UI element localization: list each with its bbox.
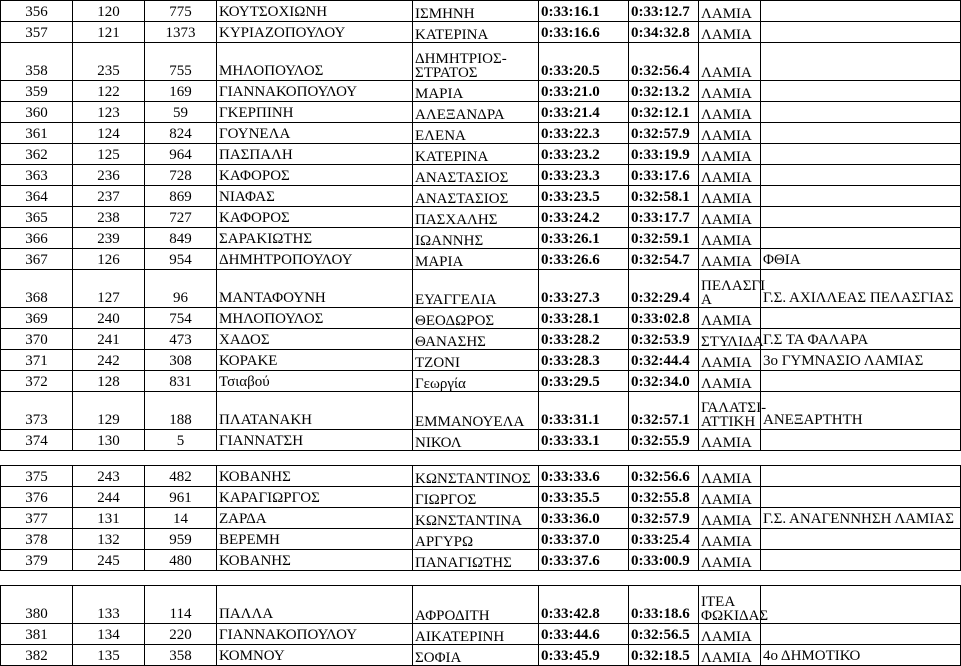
bib-number-cell: 96	[145, 270, 217, 308]
surname-cell: ΣΑΡΑΚΙΩΤΗΣ	[217, 228, 413, 249]
gun-time-cell: 0:33:31.1	[539, 392, 629, 430]
net-time-cell: 0:33:00.9	[629, 550, 699, 571]
first-name-cell: ΙΩΑΝΝΗΣ	[413, 228, 539, 249]
surname-cell: ΠΑΣΠΑΛΗ	[217, 144, 413, 165]
city-cell: ΛΑΜΙΑ	[699, 430, 761, 451]
table-row	[1, 430, 961, 451]
surname-cell: ΧΑΔΟΣ	[217, 329, 413, 350]
bib-number-cell: 358	[145, 645, 217, 666]
bib-number-cell: 964	[145, 144, 217, 165]
category-rank-cell: 127	[73, 270, 145, 308]
position-cell: 372	[1, 371, 73, 392]
position-cell: 377	[1, 508, 73, 529]
surname-cell: ΚΟΜΝΟΥ	[217, 645, 413, 666]
surname-cell: ΝΙΑΦΑΣ	[217, 186, 413, 207]
category-rank-cell: 237	[73, 186, 145, 207]
gun-time-cell: 0:33:42.8	[539, 586, 629, 624]
city-cell: ΛΑΜΙΑ	[699, 102, 761, 123]
table-row	[1, 123, 961, 144]
surname-cell: ΚΟΒΑΝΗΣ	[217, 550, 413, 571]
position-cell: 365	[1, 207, 73, 228]
surname-cell: ΔΗΜΗΤΡΟΠΟΥΛΟΥ	[217, 249, 413, 270]
first-name-cell: ΔΗΜΗΤΡΙΟΣ- ΣΤΡΑΤΟΣ	[413, 43, 539, 81]
category-rank-cell: 125	[73, 144, 145, 165]
city-cell: ΛΑΜΙΑ	[699, 144, 761, 165]
position-cell: 370	[1, 329, 73, 350]
gun-time-cell: 0:33:44.6	[539, 624, 629, 645]
net-time-cell: 0:33:02.8	[629, 308, 699, 329]
spacer-row	[1, 571, 961, 586]
bib-number-cell: 5	[145, 430, 217, 451]
net-time-cell: 0:32:55.8	[629, 487, 699, 508]
net-time-cell: 0:32:56.5	[629, 624, 699, 645]
position-cell: 363	[1, 165, 73, 186]
club-cell: ΦΘΙΑ	[761, 249, 961, 270]
first-name-cell: Γεωργία	[413, 371, 539, 392]
city-cell: ΓΑΛΑΤΣΙ- ΑΤΤΙΚΗ	[699, 392, 761, 430]
first-name-cell: ΑΦΡΟΔΙΤΗ	[413, 586, 539, 624]
net-time-cell: 0:32:53.9	[629, 329, 699, 350]
bib-number-cell: 755	[145, 43, 217, 81]
table-row	[1, 371, 961, 392]
net-time-cell: 0:32:12.1	[629, 102, 699, 123]
gun-time-cell: 0:33:37.6	[539, 550, 629, 571]
category-rank-cell: 243	[73, 466, 145, 487]
surname-cell: ΚΑΦΟΡΟΣ	[217, 207, 413, 228]
table-row	[1, 624, 961, 645]
surname-cell: ΚΑΡΑΓΙΩΡΓΟΣ	[217, 487, 413, 508]
table-row	[1, 207, 961, 228]
bib-number-cell: 727	[145, 207, 217, 228]
category-rank-cell: 124	[73, 123, 145, 144]
first-name-cell: ΚΑΤΕΡΙΝΑ	[413, 22, 539, 43]
position-cell: 367	[1, 249, 73, 270]
club-cell	[761, 144, 961, 165]
bib-number-cell: 482	[145, 466, 217, 487]
bib-number-cell: 754	[145, 308, 217, 329]
table-row	[1, 308, 961, 329]
first-name-cell: ΚΩΝΣΤΑΝΤΙΝΑ	[413, 508, 539, 529]
club-cell	[761, 228, 961, 249]
bib-number-cell: 775	[145, 1, 217, 22]
position-cell: 380	[1, 586, 73, 624]
category-rank-cell: 240	[73, 308, 145, 329]
category-rank-cell: 244	[73, 487, 145, 508]
gun-time-cell: 0:33:21.0	[539, 81, 629, 102]
first-name-cell: ΙΣΜΗΝΗ	[413, 1, 539, 22]
gun-time-cell: 0:33:28.3	[539, 350, 629, 371]
net-time-cell: 0:32:57.9	[629, 123, 699, 144]
first-name-cell: ΕΛΕΝΑ	[413, 123, 539, 144]
position-cell: 357	[1, 22, 73, 43]
club-cell: Γ.Σ ΤΑ ΦΑΛΑΡΑ	[761, 329, 961, 350]
category-rank-cell: 239	[73, 228, 145, 249]
gun-time-cell: 0:33:16.6	[539, 22, 629, 43]
gun-time-cell: 0:33:26.6	[539, 249, 629, 270]
city-cell: ΛΑΜΙΑ	[699, 308, 761, 329]
gun-time-cell: 0:33:26.1	[539, 228, 629, 249]
position-cell: 382	[1, 645, 73, 666]
bib-number-cell: 728	[145, 165, 217, 186]
surname-cell: ΚΟΡΑΚΕ	[217, 350, 413, 371]
gun-time-cell: 0:33:35.5	[539, 487, 629, 508]
gun-time-cell: 0:33:36.0	[539, 508, 629, 529]
city-cell: ΛΑΜΙΑ	[699, 487, 761, 508]
bib-number-cell: 831	[145, 371, 217, 392]
gun-time-cell: 0:33:23.3	[539, 165, 629, 186]
net-time-cell: 0:32:57.9	[629, 508, 699, 529]
spacer-row	[1, 451, 961, 466]
net-time-cell: 0:33:12.7	[629, 1, 699, 22]
table-row	[1, 43, 961, 81]
club-cell	[761, 165, 961, 186]
table-row	[1, 487, 961, 508]
club-cell	[761, 81, 961, 102]
net-time-cell: 0:32:58.1	[629, 186, 699, 207]
city-cell: ΛΑΜΙΑ	[699, 123, 761, 144]
bib-number-cell: 849	[145, 228, 217, 249]
category-rank-cell: 135	[73, 645, 145, 666]
first-name-cell: ΠΑΝΑΓΙΩΤΗΣ	[413, 550, 539, 571]
table-row	[1, 165, 961, 186]
club-cell	[761, 529, 961, 550]
first-name-cell: ΜΑΡΙΑ	[413, 81, 539, 102]
bib-number-cell: 220	[145, 624, 217, 645]
gun-time-cell: 0:33:45.9	[539, 645, 629, 666]
surname-cell: ΓΚΕΡΠΙΝΗ	[217, 102, 413, 123]
category-rank-cell: 238	[73, 207, 145, 228]
position-cell: 375	[1, 466, 73, 487]
position-cell: 364	[1, 186, 73, 207]
city-cell: ΛΑΜΙΑ	[699, 165, 761, 186]
surname-cell: ΚΑΦΟΡΟΣ	[217, 165, 413, 186]
category-rank-cell: 235	[73, 43, 145, 81]
table-row	[1, 350, 961, 371]
position-cell: 359	[1, 81, 73, 102]
club-cell	[761, 586, 961, 624]
category-rank-cell: 133	[73, 586, 145, 624]
club-cell	[761, 43, 961, 81]
position-cell: 374	[1, 430, 73, 451]
bib-number-cell: 824	[145, 123, 217, 144]
surname-cell: ΓΙΑΝΝΑΤΣΗ	[217, 430, 413, 451]
table-row	[1, 586, 961, 624]
first-name-cell: ΤΖΟΝΙ	[413, 350, 539, 371]
position-cell: 373	[1, 392, 73, 430]
net-time-cell: 0:32:29.4	[629, 270, 699, 308]
position-cell: 381	[1, 624, 73, 645]
gun-time-cell: 0:33:20.5	[539, 43, 629, 81]
club-cell	[761, 550, 961, 571]
city-cell: ΛΑΜΙΑ	[699, 371, 761, 392]
first-name-cell: ΓΙΩΡΓΟΣ	[413, 487, 539, 508]
net-time-cell: 0:32:56.4	[629, 43, 699, 81]
net-time-cell: 0:33:17.6	[629, 165, 699, 186]
position-cell: 368	[1, 270, 73, 308]
table-row	[1, 645, 961, 666]
table-row	[1, 270, 961, 308]
bib-number-cell: 1373	[145, 22, 217, 43]
gun-time-cell: 0:33:22.3	[539, 123, 629, 144]
position-cell: 366	[1, 228, 73, 249]
category-rank-cell: 122	[73, 81, 145, 102]
table-row	[1, 550, 961, 571]
net-time-cell: 0:32:59.1	[629, 228, 699, 249]
club-cell: 3ο ΓΥΜΝΑΣΙΟ ΛΑΜΙΑΣ	[761, 350, 961, 371]
gun-time-cell: 0:33:23.5	[539, 186, 629, 207]
net-time-cell: 0:33:17.7	[629, 207, 699, 228]
gun-time-cell: 0:33:33.1	[539, 430, 629, 451]
first-name-cell: ΣΟΦΙΑ	[413, 645, 539, 666]
first-name-cell: ΑΙΚΑΤΕΡΙΝΗ	[413, 624, 539, 645]
surname-cell: ΜΗΛΟΠΟΥΛΟΣ	[217, 308, 413, 329]
net-time-cell: 0:33:25.4	[629, 529, 699, 550]
club-cell	[761, 371, 961, 392]
net-time-cell: 0:32:57.1	[629, 392, 699, 430]
city-cell: ΛΑΜΙΑ	[699, 1, 761, 22]
surname-cell: ΠΑΛΛΑ	[217, 586, 413, 624]
bib-number-cell: 188	[145, 392, 217, 430]
first-name-cell: ΚΑΤΕΡΙΝΑ	[413, 144, 539, 165]
position-cell: 358	[1, 43, 73, 81]
position-cell: 360	[1, 102, 73, 123]
category-rank-cell: 242	[73, 350, 145, 371]
table-row	[1, 466, 961, 487]
first-name-cell: ΑΝΑΣΤΑΣΙΟΣ	[413, 186, 539, 207]
first-name-cell: ΜΑΡΙΑ	[413, 249, 539, 270]
first-name-cell: ΚΩΝΣΤΑΝΤΙΝΟΣ	[413, 466, 539, 487]
bib-number-cell: 473	[145, 329, 217, 350]
category-rank-cell: 120	[73, 1, 145, 22]
table-row	[1, 329, 961, 350]
gun-time-cell: 0:33:23.2	[539, 144, 629, 165]
bib-number-cell: 169	[145, 81, 217, 102]
first-name-cell: ΘΑΝΑΣΗΣ	[413, 329, 539, 350]
table-row	[1, 508, 961, 529]
city-cell: ΛΑΜΙΑ	[699, 207, 761, 228]
club-cell	[761, 123, 961, 144]
first-name-cell: ΕΥΑΓΓΕΛΙΑ	[413, 270, 539, 308]
table-row	[1, 249, 961, 270]
position-cell: 369	[1, 308, 73, 329]
club-cell	[761, 430, 961, 451]
first-name-cell: ΝΙΚΟΛ	[413, 430, 539, 451]
gun-time-cell: 0:33:33.6	[539, 466, 629, 487]
city-cell: ΛΑΜΙΑ	[699, 624, 761, 645]
first-name-cell: ΠΑΣΧΑΛΗΣ	[413, 207, 539, 228]
gun-time-cell: 0:33:29.5	[539, 371, 629, 392]
surname-cell: ΓΙΑΝΝΑΚΟΠΟΥΛΟΥ	[217, 624, 413, 645]
category-rank-cell: 241	[73, 329, 145, 350]
city-cell: ΛΑΜΙΑ	[699, 43, 761, 81]
table-row	[1, 529, 961, 550]
results-body	[1, 1, 961, 666]
club-cell: Γ.Σ. ΑΧΙΛΛΕΑΣ ΠΕΛΑΣΓΙΑΣ	[761, 270, 961, 308]
bib-number-cell: 114	[145, 586, 217, 624]
table-row	[1, 81, 961, 102]
club-cell	[761, 207, 961, 228]
category-rank-cell: 130	[73, 430, 145, 451]
club-cell	[761, 308, 961, 329]
table-row	[1, 186, 961, 207]
surname-cell: ΓΟΥΝΕΛΑ	[217, 123, 413, 144]
gun-time-cell: 0:33:24.2	[539, 207, 629, 228]
table-row	[1, 392, 961, 430]
net-time-cell: 0:33:18.6	[629, 586, 699, 624]
surname-cell: Τσιαβού	[217, 371, 413, 392]
net-time-cell: 0:33:19.9	[629, 144, 699, 165]
category-rank-cell: 129	[73, 392, 145, 430]
city-cell: ΛΑΜΙΑ	[699, 529, 761, 550]
position-cell: 356	[1, 1, 73, 22]
city-cell: ΛΑΜΙΑ	[699, 228, 761, 249]
position-cell: 379	[1, 550, 73, 571]
table-row	[1, 1, 961, 22]
city-cell: ΛΑΜΙΑ	[699, 466, 761, 487]
club-cell	[761, 1, 961, 22]
club-cell	[761, 22, 961, 43]
first-name-cell: ΑΝΑΣΤΑΣΙΟΣ	[413, 165, 539, 186]
position-cell: 371	[1, 350, 73, 371]
bib-number-cell: 480	[145, 550, 217, 571]
club-cell	[761, 466, 961, 487]
category-rank-cell: 121	[73, 22, 145, 43]
gun-time-cell: 0:33:28.2	[539, 329, 629, 350]
bib-number-cell: 869	[145, 186, 217, 207]
surname-cell: ΚΥΡΙΑΖΟΠΟΥΛΟΥ	[217, 22, 413, 43]
city-cell: ΛΑΜΙΑ	[699, 645, 761, 666]
category-rank-cell: 123	[73, 102, 145, 123]
bib-number-cell: 14	[145, 508, 217, 529]
category-rank-cell: 132	[73, 529, 145, 550]
city-cell: ΙΤΕΑ ΦΩΚΙΔΑΣ	[699, 586, 761, 624]
first-name-cell: ΑΛΕΞΑΝΔΡΑ	[413, 102, 539, 123]
city-cell: ΛΑΜΙΑ	[699, 508, 761, 529]
bib-number-cell: 308	[145, 350, 217, 371]
city-cell: ΛΑΜΙΑ	[699, 22, 761, 43]
surname-cell: ΚΟΒΑΝΗΣ	[217, 466, 413, 487]
table-row	[1, 228, 961, 249]
net-time-cell: 0:34:32.8	[629, 22, 699, 43]
surname-cell: ΓΙΑΝΝΑΚΟΠΟΥΛΟΥ	[217, 81, 413, 102]
category-rank-cell: 128	[73, 371, 145, 392]
bib-number-cell: 954	[145, 249, 217, 270]
club-cell: ΑΝΕΞΑΡΤΗΤΗ	[761, 392, 961, 430]
bib-number-cell: 961	[145, 487, 217, 508]
first-name-cell: ΑΡΓΥΡΩ	[413, 529, 539, 550]
gun-time-cell: 0:33:28.1	[539, 308, 629, 329]
first-name-cell: ΕΜΜΑΝΟΥΕΛΑ	[413, 392, 539, 430]
gun-time-cell: 0:33:27.3	[539, 270, 629, 308]
first-name-cell: ΘΕΟΔΩΡΟΣ	[413, 308, 539, 329]
category-rank-cell: 131	[73, 508, 145, 529]
net-time-cell: 0:32:54.7	[629, 249, 699, 270]
surname-cell: ΒΕΡΕΜΗ	[217, 529, 413, 550]
city-cell: ΠΕΛΑΣΓΙ Α	[699, 270, 761, 308]
net-time-cell: 0:32:44.4	[629, 350, 699, 371]
club-cell	[761, 487, 961, 508]
club-cell	[761, 102, 961, 123]
surname-cell: ΠΛΑΤΑΝΑΚΗ	[217, 392, 413, 430]
city-cell: ΛΑΜΙΑ	[699, 350, 761, 371]
city-cell: ΛΑΜΙΑ	[699, 249, 761, 270]
gun-time-cell: 0:33:37.0	[539, 529, 629, 550]
position-cell: 378	[1, 529, 73, 550]
net-time-cell: 0:32:13.2	[629, 81, 699, 102]
club-cell: Γ.Σ. ΑΝΑΓΕΝΝΗΣΗ ΛΑΜΙΑΣ	[761, 508, 961, 529]
table-row	[1, 144, 961, 165]
city-cell: ΛΑΜΙΑ	[699, 81, 761, 102]
net-time-cell: 0:32:18.5	[629, 645, 699, 666]
gun-time-cell: 0:33:21.4	[539, 102, 629, 123]
gun-time-cell: 0:33:16.1	[539, 1, 629, 22]
club-cell	[761, 186, 961, 207]
surname-cell: ΜΗΛΟΠΟΥΛΟΣ	[217, 43, 413, 81]
surname-cell: ΜΑΝΤΑΦΟΥΝΗ	[217, 270, 413, 308]
net-time-cell: 0:32:55.9	[629, 430, 699, 451]
net-time-cell: 0:32:56.6	[629, 466, 699, 487]
net-time-cell: 0:32:34.0	[629, 371, 699, 392]
table-row	[1, 102, 961, 123]
category-rank-cell: 134	[73, 624, 145, 645]
surname-cell: ΖΑΡΔΑ	[217, 508, 413, 529]
bib-number-cell: 59	[145, 102, 217, 123]
city-cell: ΛΑΜΙΑ	[699, 186, 761, 207]
bib-number-cell: 959	[145, 529, 217, 550]
city-cell: ΛΑΜΙΑ	[699, 550, 761, 571]
club-cell: 4ο ΔΗΜΟΤΙΚΟ	[761, 645, 961, 666]
position-cell: 361	[1, 123, 73, 144]
table-row	[1, 22, 961, 43]
position-cell: 362	[1, 144, 73, 165]
category-rank-cell: 236	[73, 165, 145, 186]
surname-cell: ΚΟΥΤΣΟΧΙΩΝΗ	[217, 1, 413, 22]
position-cell: 376	[1, 487, 73, 508]
city-cell: ΣΤΥΛΙΔΑ	[699, 329, 761, 350]
club-cell	[761, 624, 961, 645]
category-rank-cell: 245	[73, 550, 145, 571]
category-rank-cell: 126	[73, 249, 145, 270]
